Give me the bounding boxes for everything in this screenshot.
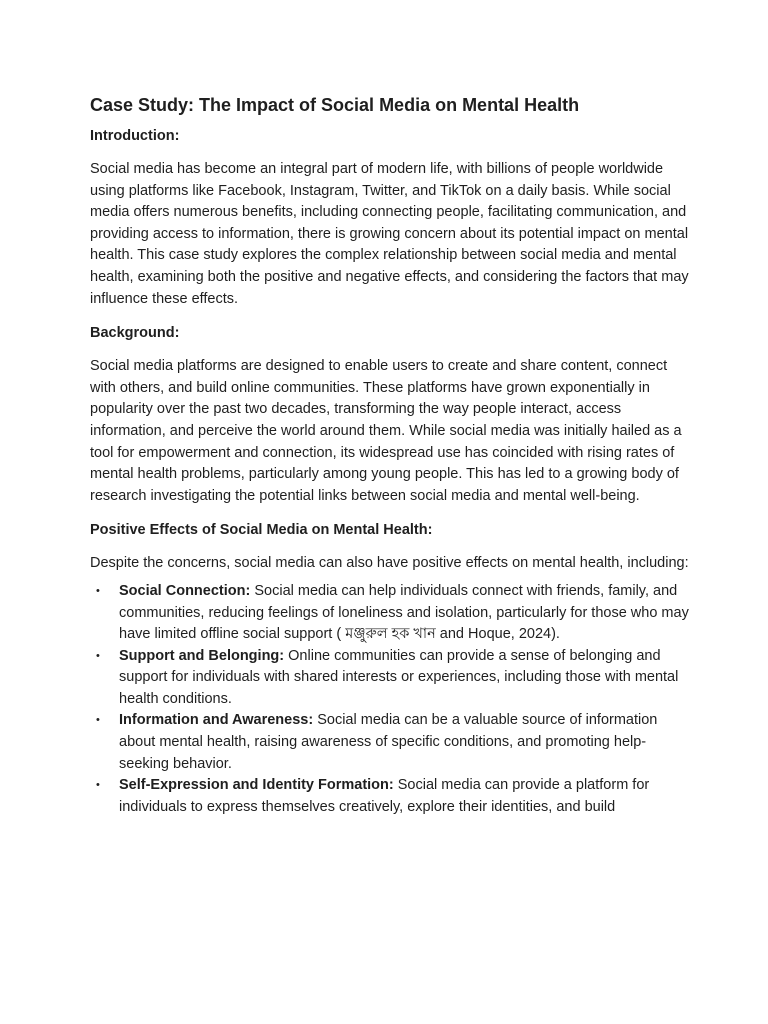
list-item-text: Social media can help individuals connect with friends, family, and communities, reducing feelings of loneliness and isolation, particularly for those who may have limited offline social support ( মঞ্জুরুল হক খান and Hoque, 2024). (119, 582, 689, 643)
introduction-heading: Introduction: (90, 128, 180, 144)
positive-effects-intro: Despite the concerns, social media can also have positive effects on mental health, including: (90, 555, 689, 572)
list-item-term: Self-Expression and Identity Formation: (119, 777, 394, 794)
bullet-icon: • (96, 779, 100, 792)
bullet-icon: • (96, 649, 100, 662)
list-item (90, 775, 690, 818)
list-item-text: Online communities can provide a sense of belonging and support for individuals with shared interests or experiences, including those with mental health conditions. (119, 647, 679, 707)
list-item-text: Social media can be a valuable source of information about mental health, raising awareness of specific conditions, and promoting help-seeking behavior. (119, 712, 658, 772)
list-item (90, 646, 690, 711)
list-item (90, 581, 690, 646)
background-paragraph: Social media platforms are designed to enable users to create and share content, connect with others, and build online communities. These platforms have grown exponentially in popularity over the past two decades, transforming the way people interact, access information, and perceive the world around them. While social media was initially hailed as a tool for empowerment and connection, its widespread use has coincided with rising rates of mental health problems, particularly among young people. This has led to a growing body of research investigating the potential links between social media and mental well-being. (90, 358, 682, 504)
list-item-text: Social media can provide a platform for individuals to express themselves creatively, explore their identities, and build (119, 777, 650, 815)
bullet-icon: • (96, 714, 100, 727)
list-item-term: Social Connection: (119, 582, 251, 599)
document-page (90, 92, 690, 818)
list-item-term: Support and Belonging: (119, 647, 285, 664)
bullet-icon: • (96, 584, 100, 597)
document-title: Case Study: The Impact of Social Media on Mental Health (90, 95, 580, 115)
positive-effects-list (90, 581, 690, 819)
list-item-term: Information and Awareness: (119, 712, 314, 729)
introduction-paragraph: Social media has become an integral part of modern life, with billions of people worldwide using platforms like Facebook, Instagram, Twitter, and TikTok on a daily basis. While social media offers numerous benefits, including connecting people, facilitating communication, and providing access to information, there is growing concern about its potential impact on mental health. This case study explores the complex relationship between social media and mental health, examining both the positive and negative effects, and considering the factors that may influence these effects. (90, 161, 689, 307)
list-item (90, 710, 690, 775)
background-heading: Background: (90, 325, 180, 342)
positive-effects-heading: Positive Effects of Social Media on Mental Health: (90, 522, 433, 539)
